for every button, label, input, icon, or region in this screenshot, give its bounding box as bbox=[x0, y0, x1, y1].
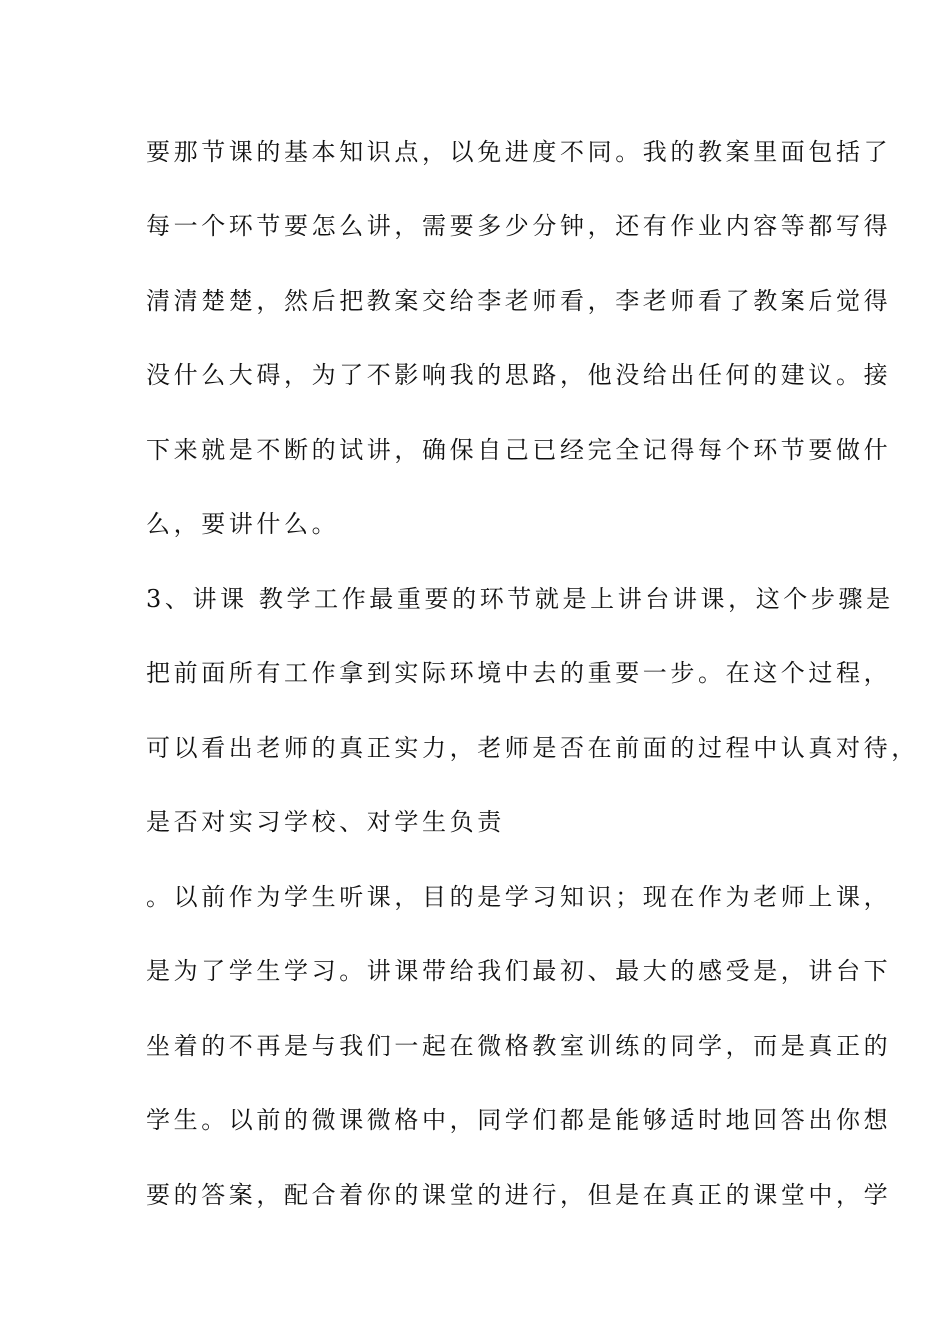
text-line: 没什么大碍，为了不影响我的思路，他没给出任何的建议。接 bbox=[146, 361, 892, 389]
text-line: 要的答案，配合着你的课堂的进行，但是在真正的课堂中，学 bbox=[146, 1181, 892, 1209]
text-line: 么，要讲什么。 bbox=[146, 510, 340, 538]
text-line: 学生。以前的微课微格中，同学们都是能够适时地回答出你想 bbox=[146, 1106, 892, 1134]
text-line: 。以前作为学生听课，目的是学习知识；现在作为老师上课， bbox=[146, 883, 892, 911]
text-line: 是为了学生学习。讲课带给我们最初、最大的感受是，讲台下 bbox=[146, 957, 892, 985]
text-line: 3、讲课 教学工作最重要的环节就是上讲台讲课，这个步骤是 bbox=[146, 585, 894, 613]
text-line: 可以看出老师的真正实力，老师是否在前面的过程中认真对待， bbox=[146, 734, 919, 762]
text-line: 清清楚楚，然后把教案交给李老师看，李老师看了教案后觉得 bbox=[146, 287, 892, 315]
text-line: 把前面所有工作拿到实际环境中去的重要一步。在这个过程， bbox=[146, 659, 892, 687]
text-line: 每一个环节要怎么讲，需要多少分钟，还有作业内容等都写得 bbox=[146, 212, 892, 240]
text-line: 下来就是不断的试讲，确保自己已经完全记得每个环节要做什 bbox=[146, 436, 892, 464]
text-line: 坐着的不再是与我们一起在微格教室训练的同学，而是真正的 bbox=[146, 1032, 892, 1060]
text-line: 要那节课的基本知识点，以免进度不同。我的教案里面包括了 bbox=[146, 138, 892, 166]
text-line: 是否对实习学校、对学生负责 bbox=[146, 808, 505, 836]
